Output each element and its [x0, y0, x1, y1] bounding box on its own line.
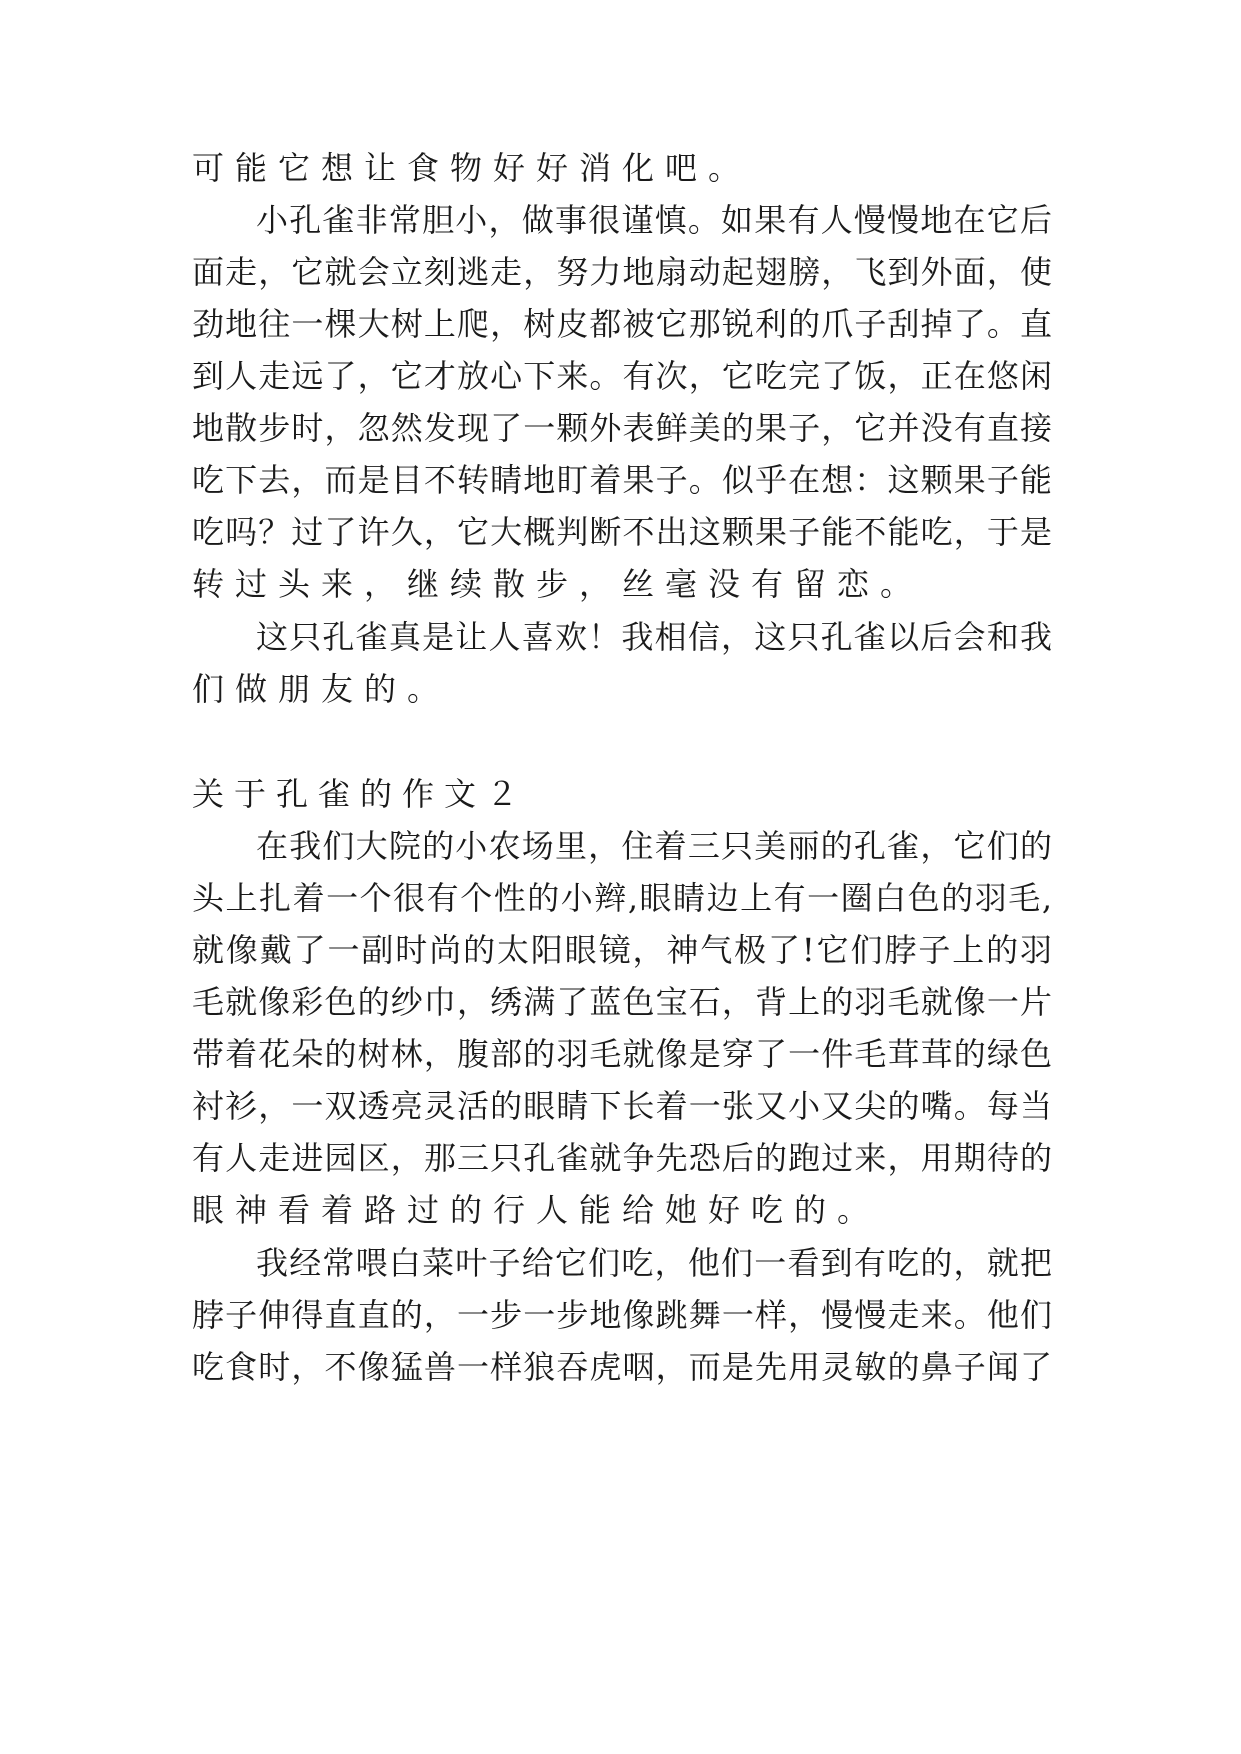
paragraph-line: 带着花朵的树林，腹部的羽毛就像是穿了一件毛茸茸的绿色: [192, 1035, 1052, 1073]
paragraph-line: 劲地往一棵大树上爬，树皮都被它那锐利的爪子刮掉了。直: [192, 305, 1052, 343]
paragraph-line: 眼神看着路过的行人能给她好吃的。: [192, 1191, 881, 1229]
paragraph-line: 我经常喂白菜叶子给它们吃，他们一看到有吃的，就把: [256, 1244, 1052, 1282]
paragraph-line: 头上扎着一个很有个性的小辫,眼睛边上有一圈白色的羽毛,: [192, 879, 1052, 917]
paragraph-line: 吃食时，不像猛兽一样狼吞虎咽，而是先用灵敏的鼻子闻了: [192, 1348, 1052, 1386]
paragraph-line: 这只孔雀真是让人喜欢！我相信，这只孔雀以后会和我: [256, 618, 1052, 656]
paragraph-line: 脖子伸得直直的，一步一步地像跳舞一样，慢慢走来。他们: [192, 1296, 1052, 1334]
paragraph-line: 们做朋友的。: [192, 670, 451, 708]
paragraph-line: 面走，它就会立刻逃走，努力地扇动起翅膀，飞到外面，使: [192, 253, 1052, 291]
paragraph-line: 衬衫，一双透亮灵活的眼睛下长着一张又小又尖的嘴。每当: [192, 1087, 1052, 1125]
paragraph-line: 地散步时，忽然发现了一颗外表鲜美的果子，它并没有直接: [192, 409, 1052, 447]
paragraph-line: 吃下去，而是目不转睛地盯着果子。似乎在想：这颗果子能: [192, 461, 1052, 499]
paragraph-line: 吃吗？过了许久，它大概判断不出这颗果子能不能吃，于是: [192, 513, 1052, 551]
paragraph-line: 在我们大院的小农场里，住着三只美丽的孔雀，它们的: [256, 827, 1052, 865]
paragraph-line: 有人走进园区，那三只孔雀就争先恐后的跑过来，用期待的: [192, 1139, 1052, 1177]
section-heading: 关于孔雀的作文２: [192, 775, 529, 813]
paragraph-line: 小孔雀非常胆小，做事很谨慎。如果有人慢慢地在它后: [256, 201, 1052, 239]
paragraph-line: 毛就像彩色的纱巾，绣满了蓝色宝石，背上的羽毛就像一片: [192, 983, 1052, 1021]
paragraph-line: 转过头来，继续散步，丝毫没有留恋。: [192, 565, 924, 603]
paragraph-line: 可能它想让食物好好消化吧。: [192, 149, 752, 187]
paragraph-line: 到人走远了，它才放心下来。有次，它吃完了饭，正在悠闲: [192, 357, 1052, 395]
paragraph-line: 就像戴了一副时尚的太阳眼镜，神气极了!它们脖子上的羽: [192, 931, 1052, 969]
